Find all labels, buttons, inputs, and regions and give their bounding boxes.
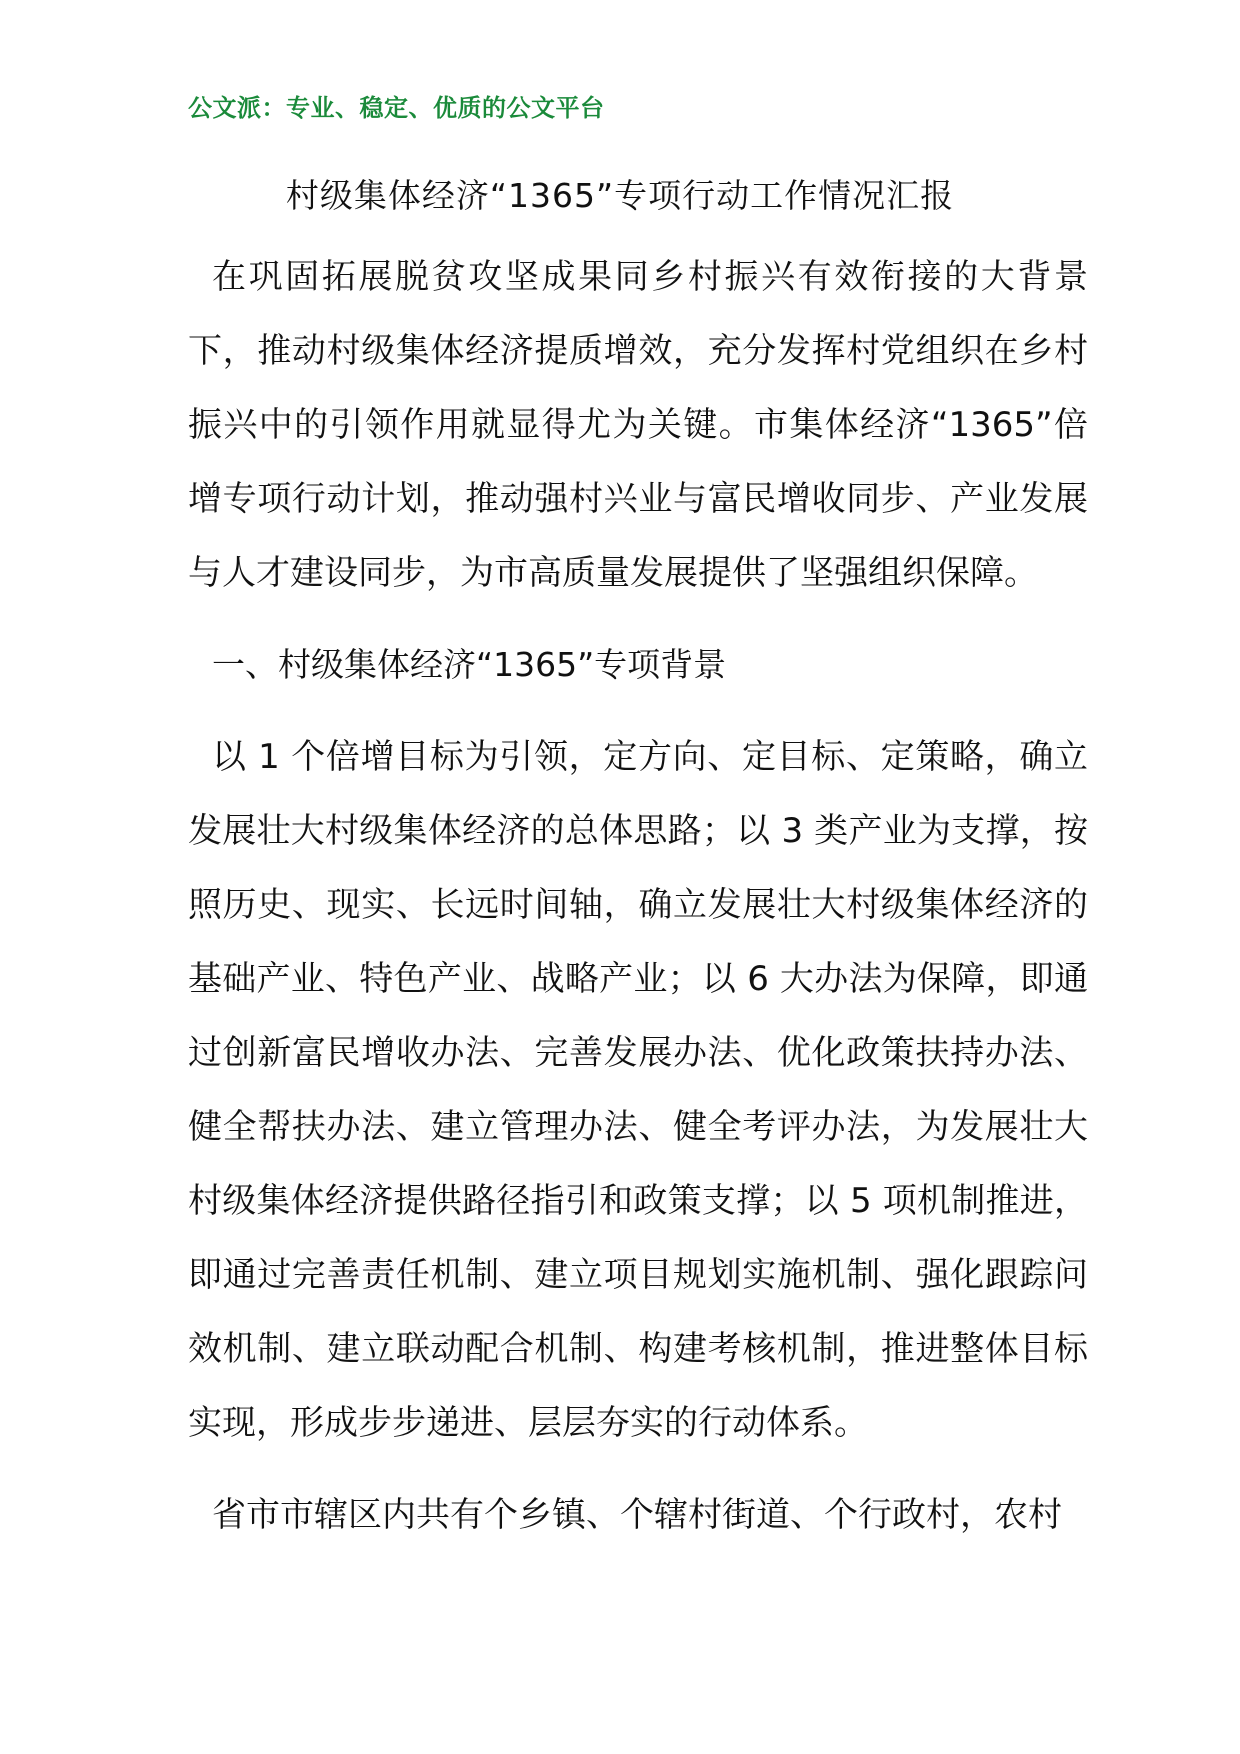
section-heading-1: 一、村级集体经济“1365”专项背景 xyxy=(212,645,727,684)
background-paragraph: 以 1 个倍增目标为引领，定方向、定目标、定策略，确立发展壮大村级集体经济的总体思路；以 3 类产业为支撑，按照历史、现实、长远时间轴，确立发展壮大村级集体经济的基础产业、特色产业、战略产业；以 6 大办法为保障，即通过创新富民增收办法、完善发展办法、优化政策扶持办法、健全帮扶办法、建立管理办法、健全考评办法，为发展壮大村级集体经济提供路径指引和政策支撑；以 5 项机制推进，即通过完善责任机制、建立项目规划实施机制、强化跟踪问效机制、建立联动配合机制、构建考核机制，推进整体目标实现，形成步步递进、层层夯实的行动体系。 xyxy=(188,737,1088,1443)
site-banner: 公文派：专业、稳定、优质的公文平台 xyxy=(188,93,605,122)
intro-paragraph: 在巩固拓展脱贫攻坚成果同乡村振兴有效衔接的大背景下，推动村级集体经济提质增效，充分发挥村党组织在乡村振兴中的引领作用就显得尤为关键。市集体经济“1365”倍增专项行动计划，推动强村兴业与富民增收同步、产业发展与人才建设同步，为市高质量发展提供了坚强组织保障。 xyxy=(188,257,1088,593)
stats-paragraph: 省市市辖区内共有个乡镇、个辖村街道、个行政村，农村 xyxy=(212,1495,1062,1535)
document-title: 村级集体经济“1365”专项行动工作情况汇报 xyxy=(285,176,955,215)
document-body xyxy=(188,240,1088,1570)
